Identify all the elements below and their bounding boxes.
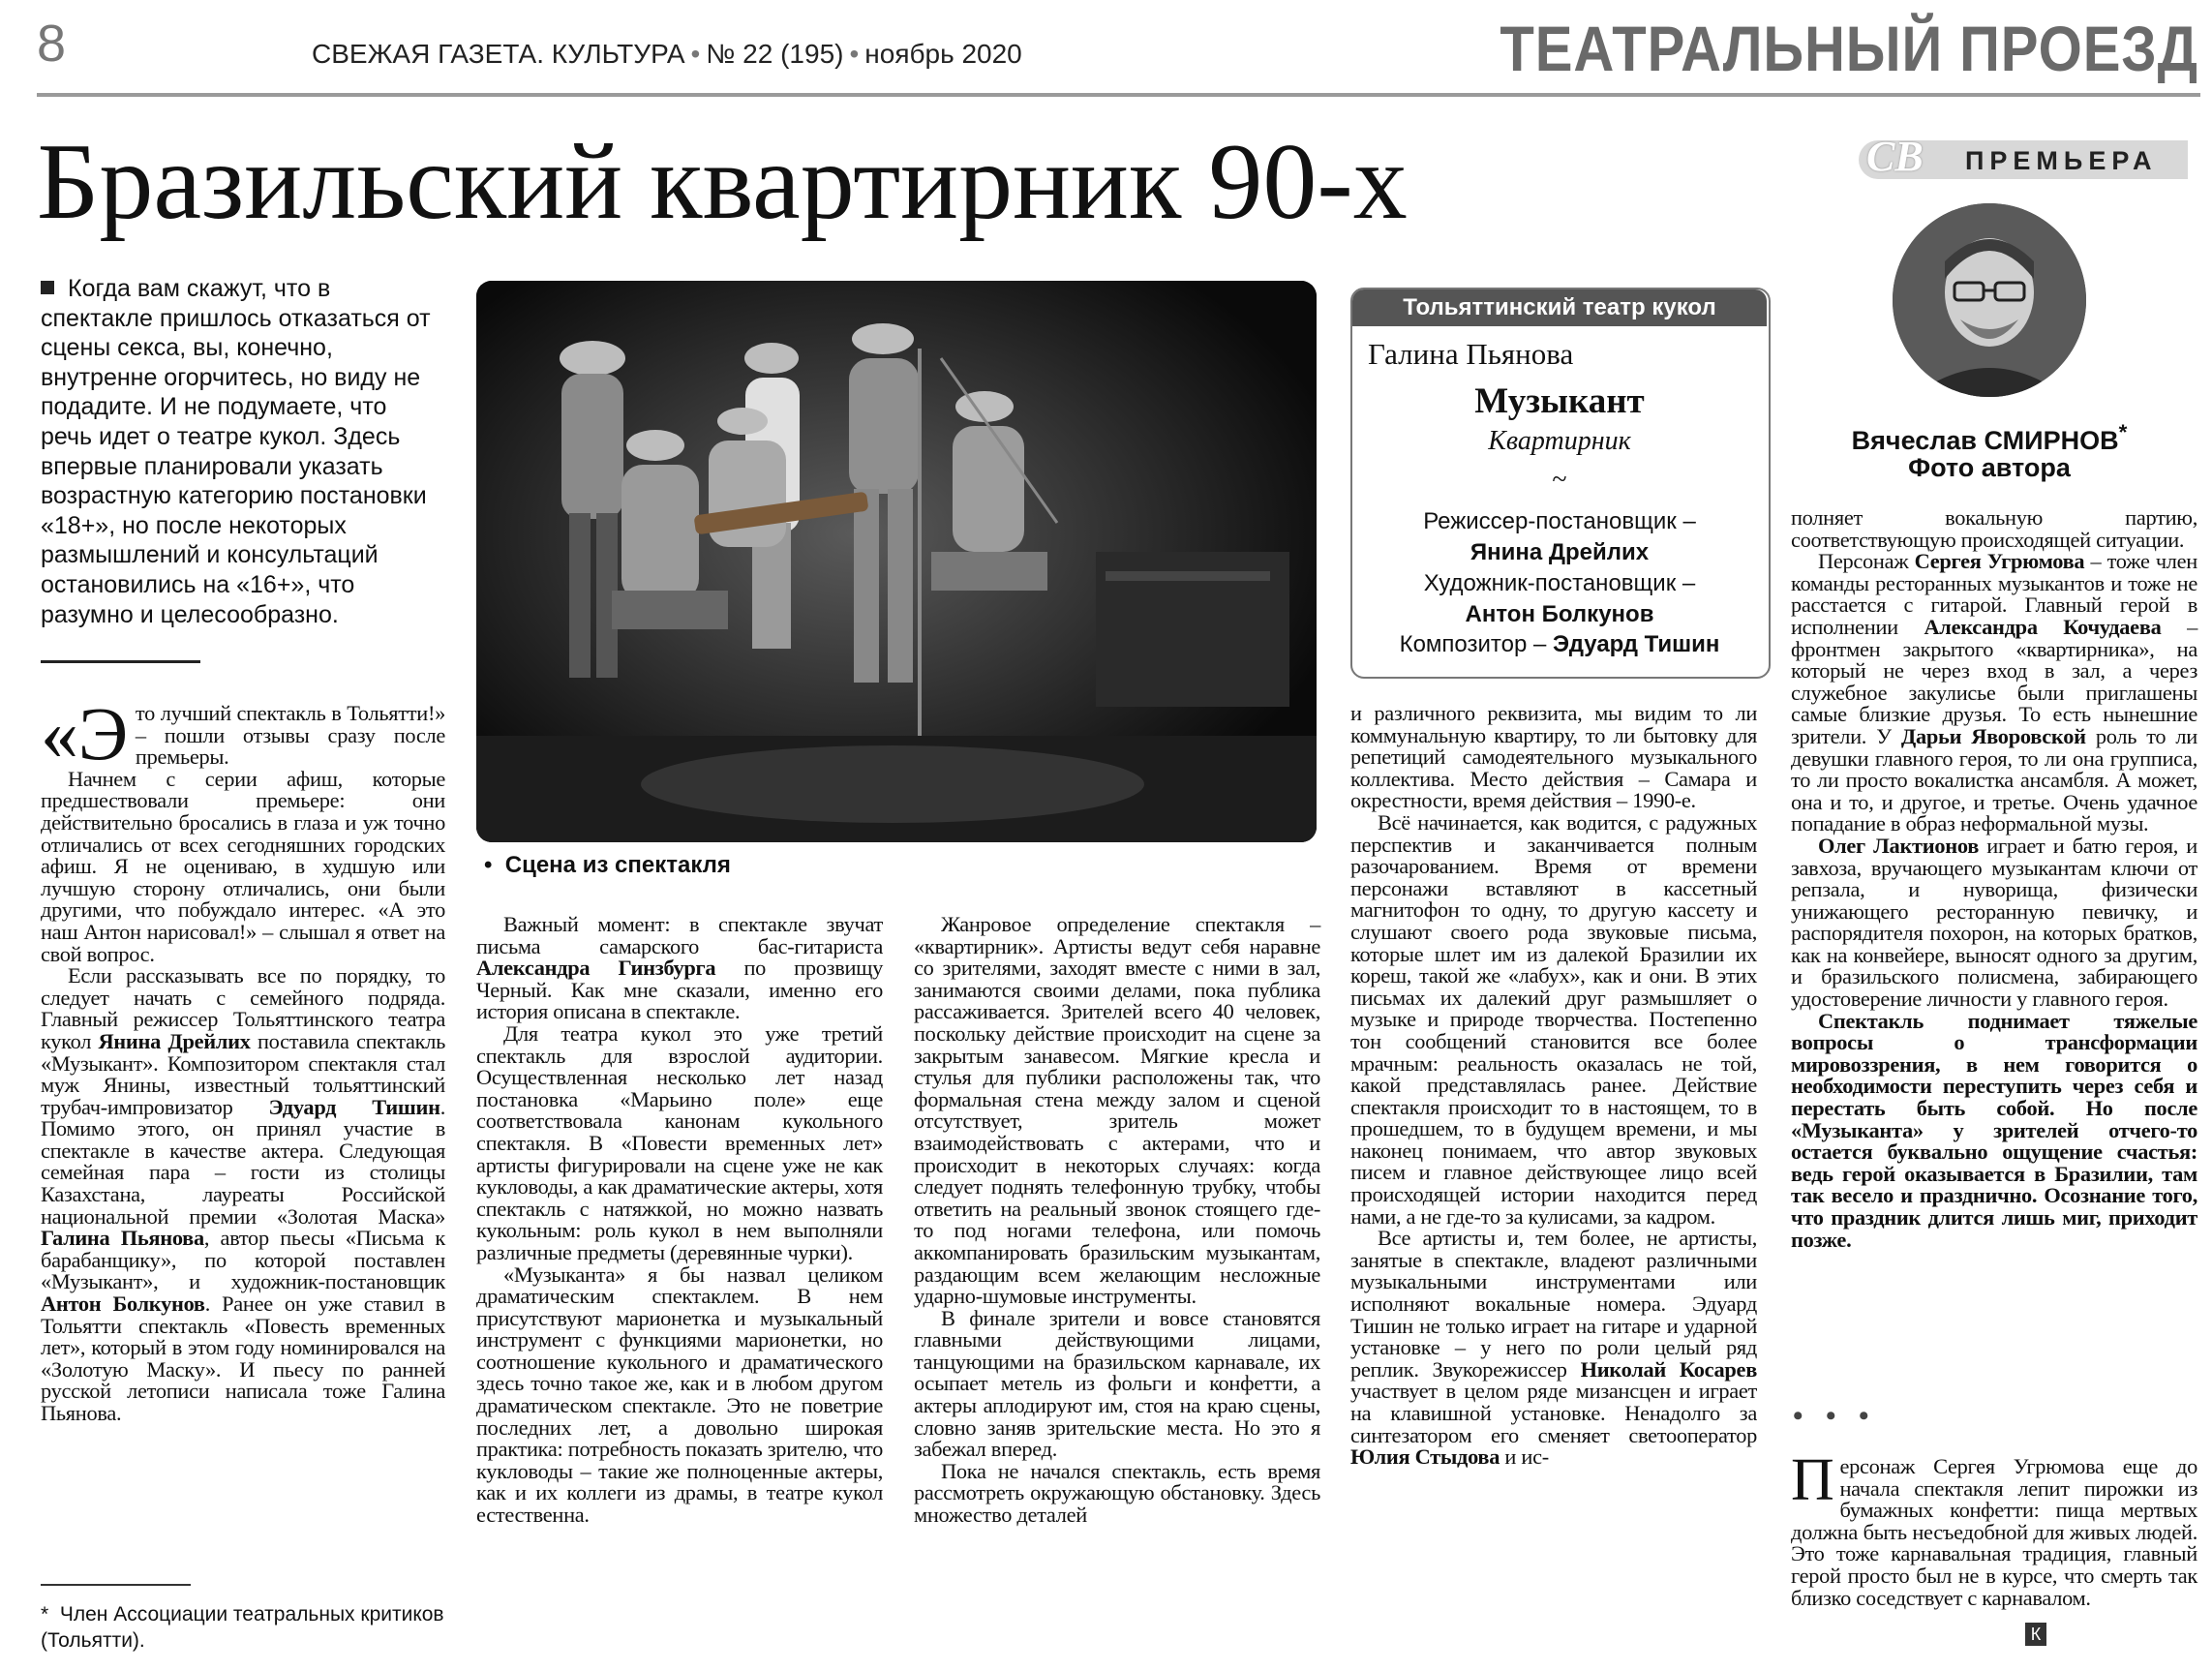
photo-credit: Фото автора [1908, 453, 2071, 482]
col1-p2: Начнем с серии афиш, которые предшествовали премьере: они действительно бросались в глаза и уж точно отличались от всех сегодняшних городских афиш. Я не оцениваю, в худшую или лучшую сторону отличались, они были другими, что побуждало интерес. «А это наш Антон нарисовал!» – слышал я ответ на свой вопрос. [41, 766, 445, 966]
headline: Бразильский квартирник 90-х [37, 122, 1408, 242]
col1-p3-name2: Эдуард Тишин [268, 1094, 440, 1119]
col2-p1-a: Важный момент: в спектакле звучат письма самарского бас-гитариста [476, 912, 883, 958]
footnote-mark: * [41, 1603, 49, 1625]
rubric-logo: СВ [1866, 133, 1924, 180]
photo-caption: • Сцена из спектакля [484, 852, 731, 878]
col5-p2-name2: Александра Кочудаева [1924, 614, 2162, 639]
credits [1350, 506, 1769, 630]
header-divider [37, 93, 2200, 97]
postscript-text: ерсонаж Сергея Угрюмова еще до начала спектакля лепит пирожки из бумажных конфетти: пища мертвых должна быть несъедобной для живых людей. Это тоже карнавальная традиция, главный герой просто был не в курсе, что смерть так близко соседствует с карнавалом. [1791, 1454, 2197, 1610]
col1-p3-name3: Галина Пьянова [41, 1226, 204, 1251]
col5-p2-e: – фронтмен закрытого «квартирника», на который не через вход в зал, а через служебное закулисье были приглашены самые близкие друзья. То есть нынешние зрители. У [1791, 614, 2197, 748]
rubric-label: ПРЕМЬЕРА [1965, 146, 2158, 175]
composer-role: Композитор – [1399, 631, 1547, 657]
col1-p3-i: . Ранее он уже ставил в Тольятти спектакль «Повесть временных лет», который в этом году номинировался на «Золотую Маску». И пьесу по ранней русской летописи написала тоже Галина Пьянова. [41, 1291, 445, 1425]
lead-underline [41, 660, 200, 663]
stage-photo [476, 281, 1317, 842]
article-column-4 [1350, 703, 1757, 1469]
col2-p1-c: по прозвищу Черный. Как мне сказали, именно его история описана в спектакле. [476, 956, 883, 1024]
drop-cap: П [1791, 1447, 1834, 1513]
col5-p2-name1: Сергея Угрюмова [1914, 549, 2085, 574]
lead-text: Когда вам скажут, что в спектакле пришлось отказаться от сцены секса, вы, конечно, внутренне огорчитесь, но виду не подадите. И не подумаете, что речь идет о театре кукол. Здесь впервые планировали указать возрастную категорию постановки «18+», но после некоторых размышлений и консультаций остановились на «16+», что разумно и целесообразно. [41, 275, 431, 628]
col5-p4: Спектакль поднимает тяжелые вопросы о трансформации мировоззрения, в нем говорится о необходимости переступить через себя и перестать быть собой. Но после «Музыканта» у зрителей отчего-то остается буквально ощущение счастья: ведь герой оказывается в Бразилии, там так весело и празднично. Осознание того, что праздник длится лишь миг, приходит позже. [1791, 1008, 2197, 1252]
play-genre: Квартирник [1488, 426, 1631, 456]
col5-p2-name3: Дарьи Яворовской [1900, 723, 2086, 748]
footnote-divider [41, 1584, 191, 1586]
col4-p3-e: и ис- [1500, 1444, 1549, 1470]
col4-p1: и различного реквизита, мы видим то ли коммунальную квартиру, то ли бытовку для репетиций самодеятельного музыкального коллектива. Место действия – Самара и окрестности, время действия – 1990-е. [1350, 701, 1757, 813]
play-title: Музыкант [1474, 381, 1645, 421]
ornament: ~ [1552, 465, 1567, 495]
author-footnote-mark: * [2118, 420, 2128, 444]
lead-paragraph [41, 274, 438, 629]
bullet-icon [41, 281, 54, 294]
col4-p3-name1: Николай Косарев [1580, 1356, 1757, 1382]
col2-p3: «Музыканта» я бы назвал целиком драматическим спектаклем. В нем присутствуют марионетка и музыкальный инструмент с функциями марионетки, но соотношение кукольного и драматического здесь точно такое же, как и в любом другом драматическом спектакле. Это не поветрие последних лет, а довольно широкая практика: потребность показать зрителю, что кукловоды – такие же полноценные актеры, как и их коллеги из драмы, в театре кукол естественна. [476, 1261, 883, 1528]
drop-cap-quote: «Э [41, 691, 128, 775]
author-name [1791, 420, 2188, 456]
author-portrait-icon [1893, 203, 2086, 397]
article-column-3 [914, 914, 1320, 1527]
col1-p3 [41, 965, 445, 1424]
section-title: ТЕАТРАЛЬНЫЙ ПРОЕЗД [1500, 13, 2198, 84]
article-postscript [1791, 1447, 2197, 1610]
col5-p2-a: Персонаж [1818, 549, 1915, 574]
col5-p3-name: Олег Лактионов [1818, 833, 1979, 858]
masthead-title: СВЕЖАЯ ГАЗЕТА. КУЛЬТУРА [312, 39, 685, 69]
footnote-text: Член Ассоциации театральных критиков (Тольятти). [41, 1603, 444, 1652]
director-name: Янина Дрейлих [1470, 539, 1650, 565]
col5-p3 [1791, 833, 2197, 1012]
col5-p1: полняет вокальную партию, соответствующую происходящей ситуации. [1791, 505, 2197, 552]
col5-p2-c: – тоже член команды ресторанных музыкантов и тоже не расстается с гитарой. Главный герой в исполнении [1791, 549, 2197, 639]
section-dots: • • • [1793, 1400, 1877, 1432]
col1-p3-e: . Помимо этого, он принял участие в спектакле в качестве актера. Следующая семейная пара – гости из столицы Казахстана, лауреаты Российской национальной премии «Золотая Маска» [41, 1094, 445, 1229]
issue-date: ноябрь 2020 [864, 39, 1022, 69]
col2-p1-name: Александра Гинзбурга [476, 956, 716, 981]
col5-p2 [1791, 551, 2197, 836]
col4-p3-name2: Юлия Стыдова [1350, 1444, 1500, 1470]
col1-p3-g: , автор пьесы «Письма к барабанщику», по которой поставлен «Музыкант», и художник-постановщик [41, 1226, 445, 1294]
director-role: Режиссер-постановщик – [1423, 508, 1696, 534]
stage-scene-icon [476, 281, 1317, 842]
col5-p2-g: роль то ли девушки главного героя, то ли она групписа, то ли просто вокалистка ансамбля. А может, она и то, и другое, и третье. Очень удачное попадание в образ неформальной музы. [1791, 723, 2197, 836]
col3-p1: Жанровое определение спектакля – «квартирник». Артисты ведут себя наравне со зрителями, заходят вместе с ними в зал, занимаются своими делами, пока публика рассаживается. Зрителей всего 40 человек, поскольку действие происходит на сцене за закрытым занавесом. Мягкие кресла и стулья для публики расположены так, что формальная стена между залом и сценой отсутствует, зритель может взаимодействовать с актерами, что и происходит в некоторых случаях: когда следует поднять телефонную трубку, чтобы ответить на реальный звонок стоящего где-то под ногами телефона, или помочь аккомпанировать бразильским музыкантам, раздающим всем желающим несложные ударно-шумовые инструменты. [914, 912, 1320, 1309]
article-column-5 [1791, 507, 2197, 1251]
page-number: 8 [37, 15, 67, 73]
composer-name: Эдуард Тишин [1553, 631, 1720, 657]
author-photo [1893, 203, 2086, 397]
photo-caption-text: Сцена из спектакля [504, 852, 731, 878]
col4-p3-c: участвует в целом ряде мизансцен и играет на клавишной установке. Ненадолго за синтезатором его сменяет светооператор [1350, 1379, 1757, 1447]
end-mark-icon: К [2025, 1623, 2046, 1646]
issue-number: № 22 (195) [706, 39, 844, 69]
artist-name: Антон Болкунов [1465, 601, 1654, 627]
col1-p3-c: поставила спектакль «Музыкант». Композитором спектакля стал муж Янины, известный тольяттинский трубач-импровизатор [41, 1028, 445, 1119]
col2-p1 [476, 914, 883, 1023]
col1-p3-name1: Янина Дрейлих [98, 1028, 251, 1053]
col4-p2: Всё начинается, как водится, с радужных перспектив и заканчивается полным разочарованием. Время от времени персонажи вставляют в кассетный магнитофон то одну, то другую кассету и слушают своего рода звуковые письма, которые шлет им из далекой Бразилии их кореш, такой же «лабух», как и они. В этих письмах их далекий друг размышляет о музыке и природе творчества. Постепенно тон сообщений становится все более мрачным: реальность оказалась не той, какой представлялась ранее. Действие спектакля происходит то в настоящем, то в прошедшем, то в будущем времени, и мы наконец понимаем, что автор звуковых писем и главное действующее лицо всей происходящей истории находится перед нами, а не где-то за кулисами, за кадром. [1350, 809, 1757, 1229]
col4-p3-a: Все артисты и, тем более, не артисты, занятые в спектакле, владеют различными музыкальными инструментами или исполняют вокальные номера. Эдуард Тишин не только играет на гитаре и ударной установке – у него по роли целый ряд реплик. Звукорежиссер [1350, 1226, 1757, 1382]
col2-p2: Для театра кукол это уже третий спектакль для взрослой аудитории. Осуществленная несколько лет назад постановка «Марьино поле» еще соответствовала канонам кукольного спектакля. В «Повести временных лет» артисты фигурировали на сцене уже не как кукловоды, а как драматические актеры, хотя спектакль с натяжкой, но можно назвать кукольным: роль кукол в нем выполняли различные предметы (деревянные чурки). [476, 1020, 883, 1264]
composer-credit [1350, 631, 1769, 658]
col5-p3-b: играет и батю героя, и завхоза, вручающего музыкантам ключи от репзала, и нуворища, физически унижающего ресторанную певичку, и распорядителя похорон, на которых братков, как на конвейере, выносят одного за другим, и бразильского полисмена, забирающего удостоверение личности у главного героя. [1791, 833, 2197, 1012]
theatre-name: Тольяттинский театр кукол [1352, 289, 1767, 326]
masthead: СВЕЖАЯ ГАЗЕТА. КУЛЬТУРА • № 22 (195) • ноябрь 2020 [312, 39, 1022, 69]
playwright: Галина Пьянова [1368, 337, 1574, 371]
footnote [41, 1601, 445, 1654]
author-name-text: Вячеслав СМИРНОВ [1851, 426, 2119, 455]
article-column-2 [476, 914, 883, 1527]
col3-p3: Пока не начался спектакль, есть время рассмотреть окружающую обстановку. Здесь множество деталей [914, 1458, 1320, 1528]
article-column-1 [41, 691, 445, 1425]
col1-p3-name4: Антон Болкунов [41, 1291, 205, 1317]
col3-p2: В финале зрители и вовсе становятся главными действующими лицами, танцующими на бразильском карнавале, их осыпает метель из фольги и конфетти, а актеры аплодируют им, стоя на краю сцены, словно заняв зрительские места. Но это я забежал вперед. [914, 1305, 1320, 1462]
col4-p3 [1350, 1228, 1757, 1469]
artist-role: Художник-постановщик – [1423, 570, 1696, 596]
col1-p1: то лучший спектакль в Тольятти!» – пошли отзывы сразу после премьеры. [135, 701, 445, 770]
col1-p3-a: Если рассказывать все по порядку, то следует начать с семейного подряда. Главный режиссер Тольяттинского театра кукол [41, 963, 445, 1053]
